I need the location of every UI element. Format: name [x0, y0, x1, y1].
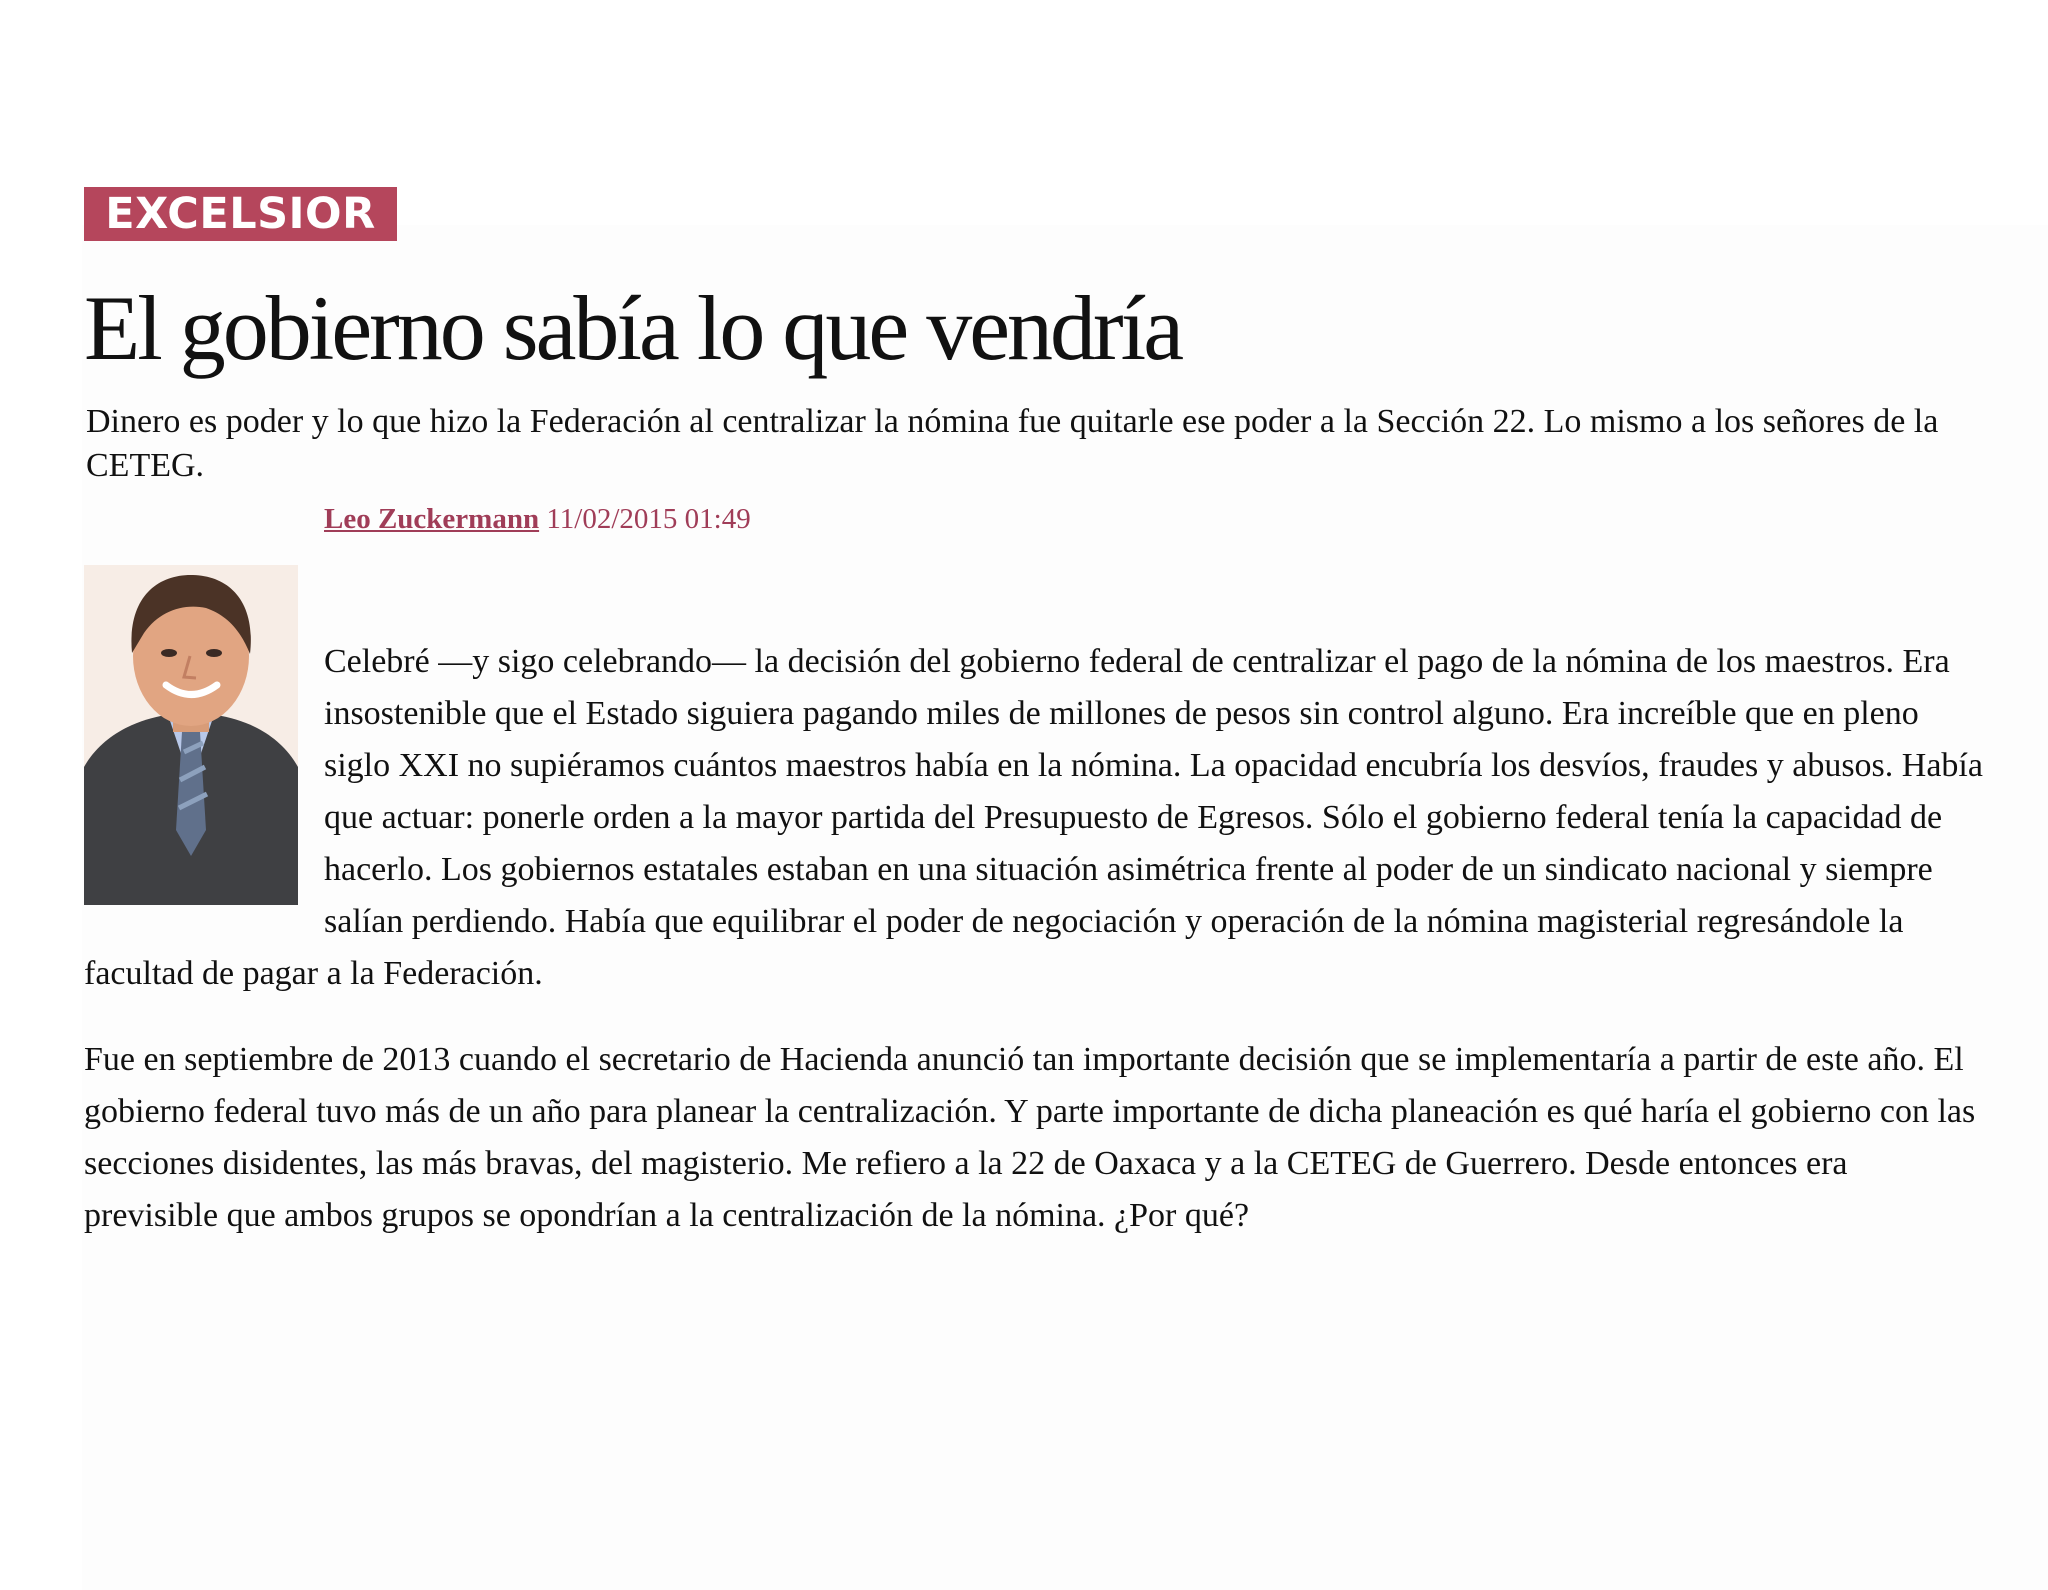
photo-text-wrap-space [84, 636, 324, 946]
article-paragraph-2: Fue en septiembre de 2013 cuando el secretario de Hacienda anunció tan importante decisión que se implementaría a partir de este año. El gobierno federal tuvo más de un año para planear la centralización. Y parte importante de dicha planeación es qué haría el gobierno con las secciones disidentes, las más bravas, del magisterio. Me refiero a la 22 de Oaxaca y a la CETEG de Guerrero. Desde entonces era previsible que ambos grupos se opondrían a la centralización de la nómina. ¿Por qué? [84, 1041, 1976, 1234]
byline [324, 499, 751, 539]
article-headline: El gobierno sabía lo que vendría [84, 277, 1182, 379]
publish-datetime: 11/02/2015 01:49 [546, 503, 751, 535]
article-paragraph-1: Celebré —y sigo celebrando— la decisión del gobierno federal de centralizar el pago de la nómina de los maestros. Era insostenible que el Estado siguiera pagando miles de millones de pesos sin control alguno. Era increíble que en pleno siglo XXI no supiéramos cuántos maestros había en la nómina. La opacidad encubría los desvíos, fraudes y abusos. Había que actuar: ponerle orden a la mayor partida del Presupuesto de Egresos. Sólo el gobierno federal tenía la capacidad de hacerlo. Los gobiernos estatales estaban en una situación asimétrica frente al poder de un sindicato nacional y siempre salían perdiendo. Había que equilibrar el poder de negociación y operación de la nómina magisterial regresándole la facultad de pagar a la Federación. [84, 643, 1983, 992]
article-body [84, 636, 1984, 1276]
author-link[interactable]: Leo Zuckermann [324, 503, 540, 535]
excelsior-logo[interactable]: EXCELSIOR [84, 187, 397, 241]
article-summary: Dinero es poder y lo que hizo la Federación al centralizar la nómina fue quitarle ese poder a la Sección 22. Lo mismo a los señores de la CETEG. [86, 403, 1939, 484]
